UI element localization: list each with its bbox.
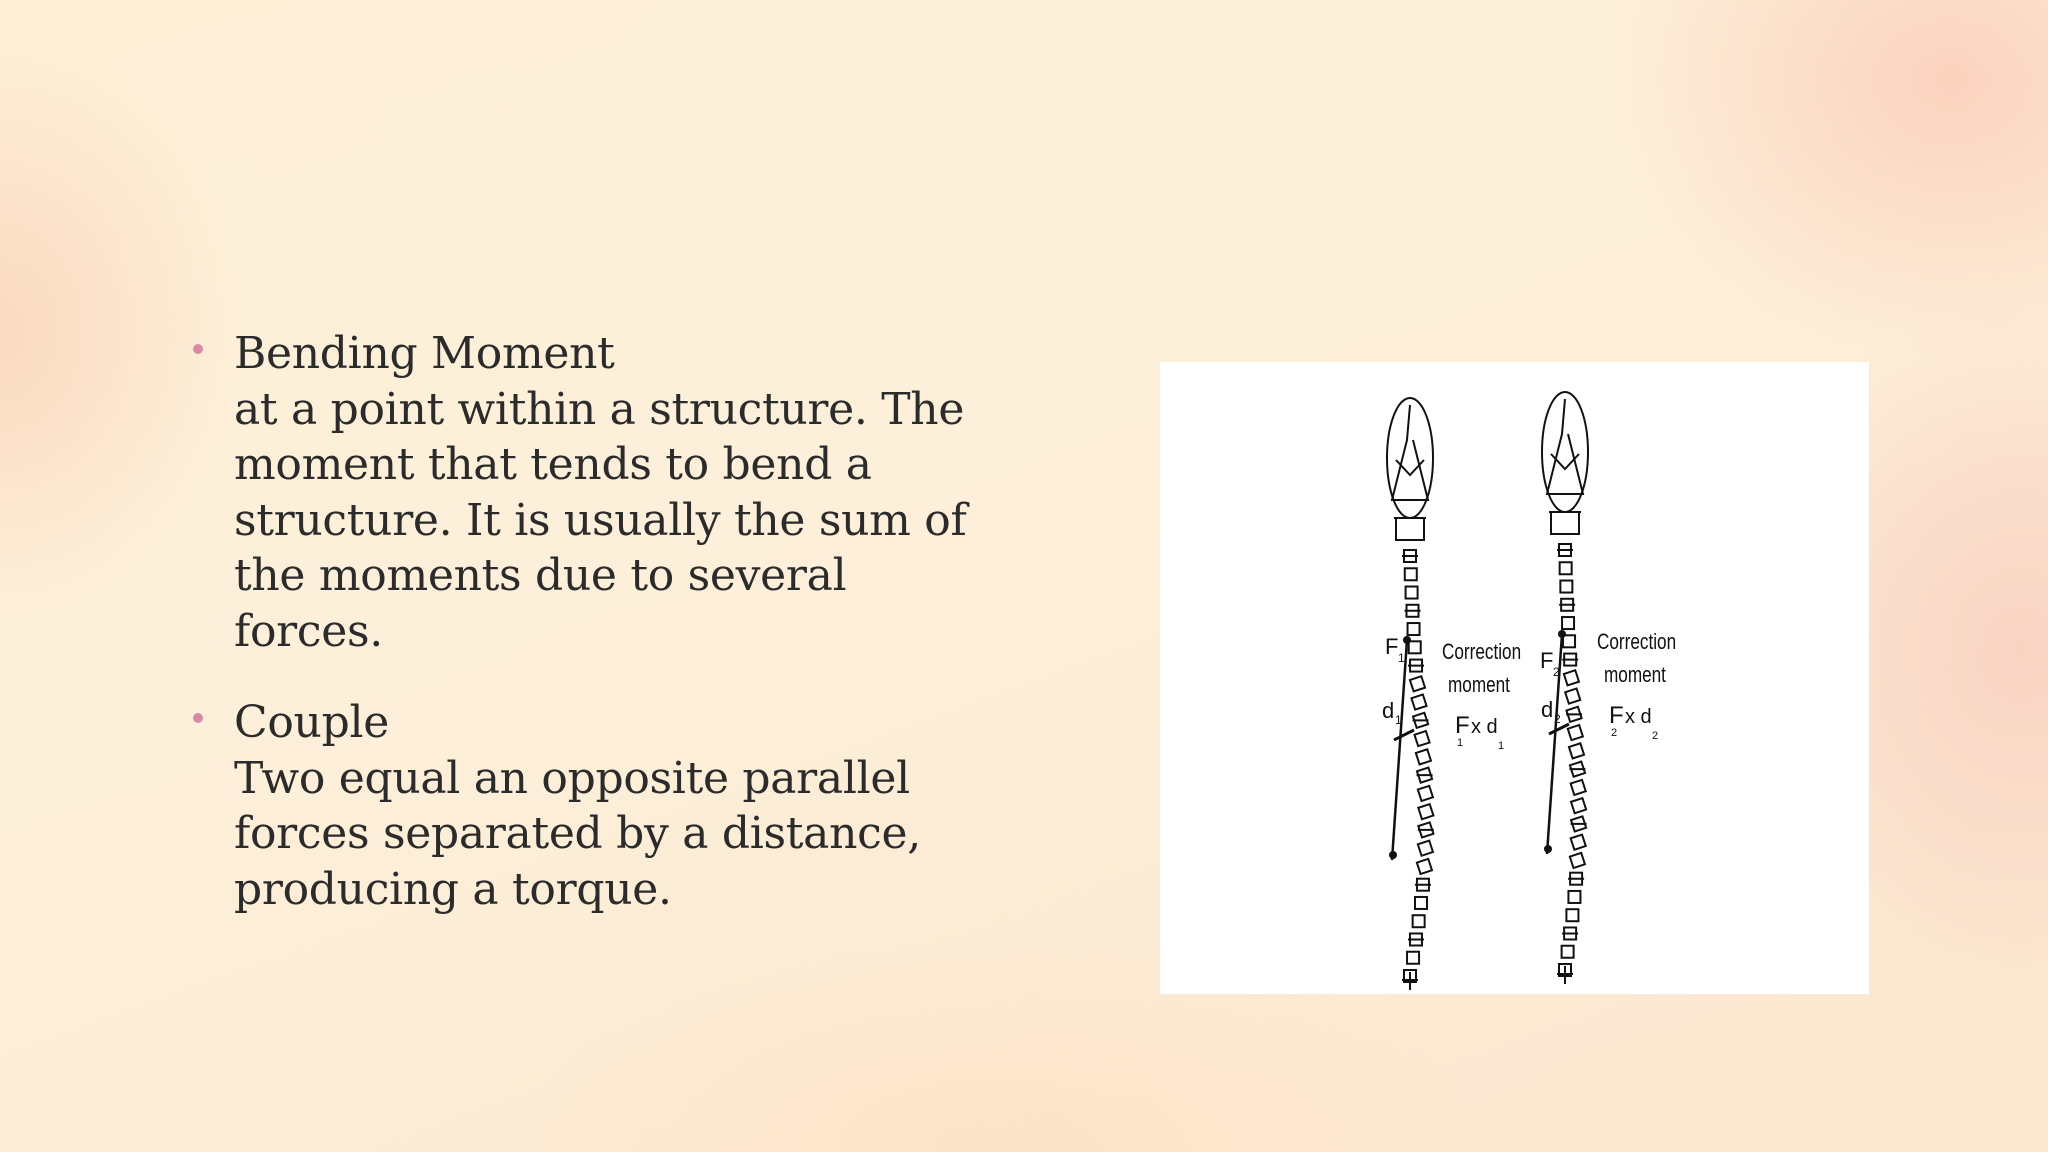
left-formula-d-sub: 1 [1498,740,1505,752]
bullet-title: Couple [234,697,389,748]
left-formula-f: F [1455,712,1470,739]
vertebra [1409,641,1421,653]
vertebra [1414,731,1429,746]
vertebra [1560,581,1572,593]
lever-joint [1544,845,1552,853]
right-formula-d-sub: 2 [1652,730,1659,742]
left-distance-sub: 1 [1395,713,1402,727]
vertebra [1568,725,1583,740]
left-caption-line2: moment [1448,673,1510,698]
left-spine-drawing [1387,398,1434,990]
vertebra [1566,909,1578,921]
bullet-bending-moment [190,326,970,659]
vertebra [1411,695,1426,710]
vertebra [1562,617,1574,629]
vertebra [1413,915,1425,927]
lever-joint [1403,636,1411,644]
skull-frame [1392,405,1428,500]
skull-frame [1547,399,1583,494]
vertebra [1571,798,1586,813]
left-formula-f-sub: 1 [1457,737,1464,749]
right-force-sub: 2 [1553,665,1560,679]
lever-joint [1558,630,1566,638]
vertebra [1570,853,1585,868]
left-caption-line1: Correction [1442,640,1522,665]
right-spine-drawing [1542,392,1588,984]
neck-collar [1396,518,1424,540]
vertebra [1565,689,1580,704]
left-force-sub: 1 [1398,651,1405,665]
vertebra [1415,897,1427,909]
vertebra [1407,952,1419,964]
vertebra [1568,891,1580,903]
vertebra [1563,635,1575,647]
spine-correction-figure [1160,362,1869,994]
vertebra [1569,743,1584,758]
bullet-title: Bending Moment [234,328,615,379]
right-caption-line2: moment [1604,663,1666,688]
left-distance-label: d [1382,698,1395,723]
vertebra [1417,859,1432,874]
vertebra [1562,946,1574,958]
vertebra [1405,568,1417,580]
bullet-dot-icon [193,344,203,354]
vertebra [1408,623,1420,635]
bullet-text: at a point within a structure. The moment that tends to bend a structure. It is usually the sum of the moments due to several forces. [234,383,967,657]
right-force-label: F [1540,648,1554,673]
right-formula-f: F [1609,702,1624,729]
vertebra [1564,670,1579,685]
left-formula-mid: x d [1471,716,1498,738]
vertebra [1410,676,1425,691]
bullet-couple [190,695,970,917]
distance-marker [1394,730,1414,740]
neck-collar [1551,512,1579,534]
vertebra [1418,841,1433,856]
right-caption-line1: Correction [1597,630,1677,655]
lever-line [1392,640,1407,860]
left-force-label: F [1385,634,1399,659]
vertebra [1406,587,1418,599]
vertebra [1418,786,1433,801]
vertebra [1560,562,1572,574]
vertebra [1571,780,1586,795]
vertebra [1416,749,1431,764]
bullet-list [190,326,970,953]
right-formula-f-sub: 2 [1611,727,1618,739]
bullet-text: Two equal an opposite parallel forces separated by a distance, producing a torque. [234,752,921,915]
vertebra [1418,804,1433,819]
right-distance-label: d [1541,697,1554,722]
spine-diagram [1160,362,1869,994]
right-distance-sub: 2 [1554,712,1561,726]
vertebra [1571,835,1586,850]
right-formula-mid: x d [1625,706,1652,728]
bullet-dot-icon [193,713,203,723]
lever-joint [1389,851,1397,859]
